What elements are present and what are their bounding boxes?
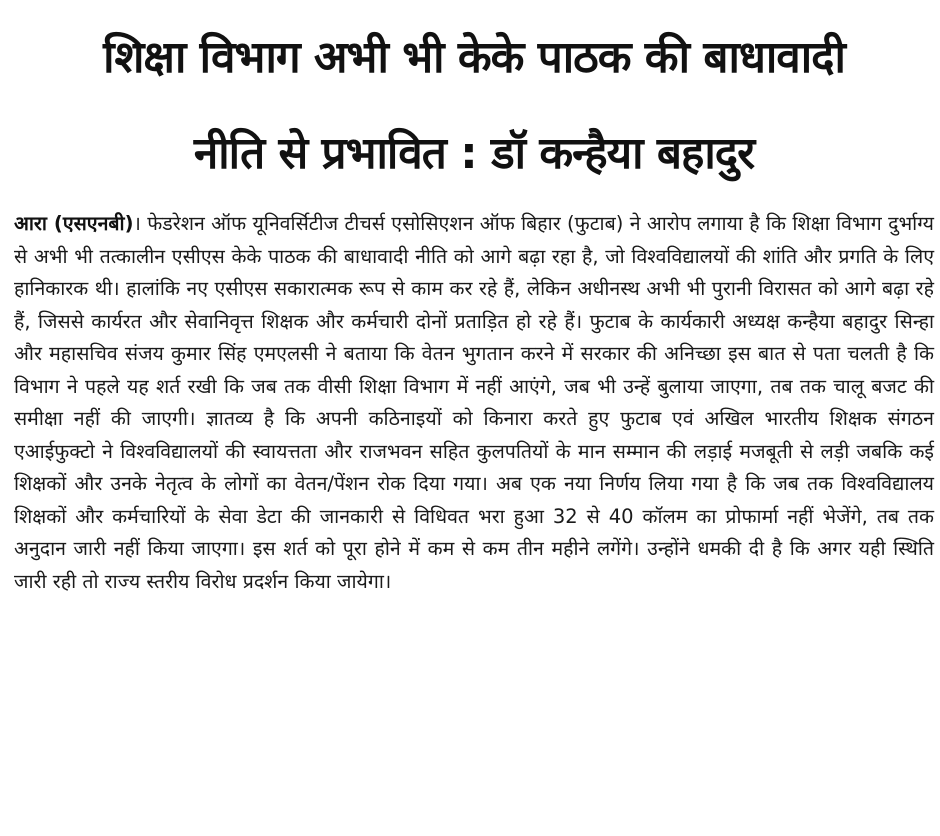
headline-line-2: नीति से प्रभावित : डॉ कन्हैया बहादुर [193,128,755,179]
headline [14,0,934,202]
headline-line-1: शिक्षा विभाग अभी भी केके पाठक की बाधावादी [103,32,845,83]
article-body [14,208,934,598]
article-body-text: । फेडरेशन ऑफ यूनिवर्सिटीज टीचर्स एसोसिएशन ऑफ बिहार (फुटाब) ने आरोप लगाया है कि शिक्षा विभाग दुर्भाग्य से अभी भी तत्कालीन एसीएस केके पाठक की बाधावादी नीति को आगे बढ़ा रहा है, जो विश्वविद्यालयों की शांति और प्रगति के लिए हानिकारक थी। हालांकि नए एसीएस सकारात्मक रूप से काम कर रहे हैं, लेकिन अधीनस्थ अभी भी पुरानी विरासत को आगे बढ़ा रहे हैं, जिससे कार्यरत और सेवानिवृत्त शिक्षक और कर्मचारी दोनों प्रताड़ित हो रहे हैं। फुटाब के कार्यकारी अध्यक्ष कन्हैया बहादुर सिन्हा और महासचिव संजय कुमार सिंह एमएलसी ने बताया कि वेतन भुगतान करने में सरकार की अनिच्छा इस बात से पता चलती है कि विभाग ने पहले यह शर्त रखी कि जब तक वीसी शिक्षा विभाग में नहीं आएंगे, जब भी उन्हें बुलाया जाएगा, तब तक चालू बजट की समीक्षा नहीं की जाएगी। ज्ञातव्य है कि अपनी कठिनाइयों को किनारा करते हुए फुटाब एवं अखिल भारतीय शिक्षक संगठन एआईफुक्टो ने विश्वविद्यालयों की स्वायत्तता और राजभवन सहित कुलपतियों के मान सम्मान की लड़ाई मजबूती से लड़ी जबकि कई शिक्षकों और उनके नेतृत्व के लोगों का वेतन/पेंशन रोक दिया गया। अब एक नया निर्णय लिया गया है कि जब तक विश्वविद्यालय शिक्षकों और कर्मचारियों के सेवा डेटा की जानकारी से विधिवत भरा हुआ 32 से 40 कॉलम का प्रोफार्मा नहीं भेजेंगे, तब तक अनुदान जारी नहीं किया जाएगा। इस शर्त को पूरा होने में कम से कम तीन महीने लगेंगे। उन्होंने धमकी दी है कि अगर यही स्थिति जारी रही तो राज्य स्तरीय विरोध प्रदर्शन किया जायेगा। [14,212,934,593]
dateline: आरा (एसएनबी) [14,212,134,235]
